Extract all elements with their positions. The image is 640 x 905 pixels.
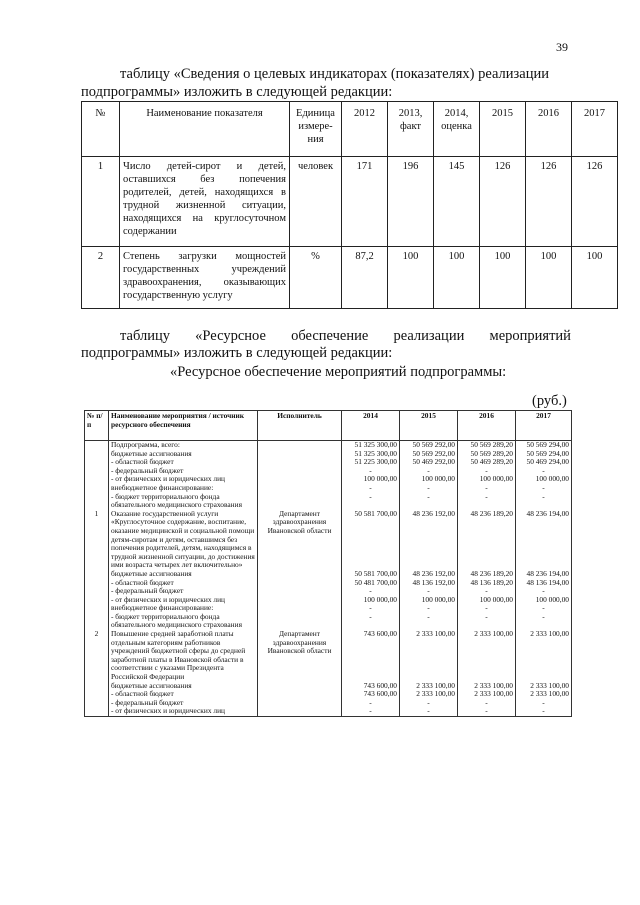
table1-header-row bbox=[82, 102, 618, 157]
amount-cell: 100 000,00 bbox=[458, 596, 516, 605]
amount-cell: - bbox=[400, 613, 458, 630]
executor bbox=[258, 613, 342, 630]
amount-cell: 100 000,00 bbox=[458, 475, 516, 484]
amount-cell: 51 325 300,00 bbox=[342, 450, 400, 459]
row-number bbox=[85, 707, 109, 716]
row-number bbox=[85, 613, 109, 630]
intro2-word: обеспечение bbox=[291, 328, 369, 344]
amount-cell: 50 469 292,00 bbox=[400, 458, 458, 467]
amount-cell: 2 333 100,00 bbox=[400, 690, 458, 699]
indicators-table bbox=[81, 101, 618, 309]
table2-row bbox=[85, 510, 572, 570]
amount-cell: - bbox=[400, 604, 458, 613]
intro-paragraph-line2: подпрограммы» изложить в следующей редакции: bbox=[81, 84, 393, 100]
amount-cell: - bbox=[342, 707, 400, 716]
executor bbox=[258, 467, 342, 476]
executor bbox=[258, 587, 342, 596]
table2-header-cell: Исполнитель bbox=[258, 411, 342, 441]
amount-cell: 100 000,00 bbox=[516, 475, 572, 484]
table2-header-cell: 2016 bbox=[458, 411, 516, 441]
row-number bbox=[85, 484, 109, 493]
row-number bbox=[85, 467, 109, 476]
measure-name: - бюджет территориального фонда обязательного медицинского страхования bbox=[109, 493, 258, 510]
table2-header-row bbox=[85, 411, 572, 441]
unit-cell: человек bbox=[290, 157, 342, 247]
amount-cell: 50 569 289,20 bbox=[458, 441, 516, 450]
executor: Департамент здравоохранения Ивановской области bbox=[258, 510, 342, 570]
resource-table-title: «Ресурсное обеспечение мероприятий подпрограммы: bbox=[170, 364, 507, 380]
value-cell: 100 bbox=[572, 247, 618, 309]
row-number: 2 bbox=[82, 247, 120, 309]
amount-cell: 100 000,00 bbox=[516, 596, 572, 605]
indicator-name: Степень загрузки мощностей государственных учреждений здравоохранения, оказывающих государственную услугу bbox=[120, 247, 290, 309]
table2-header-cell: 2014 bbox=[342, 411, 400, 441]
amount-cell: - bbox=[342, 604, 400, 613]
executor bbox=[258, 699, 342, 708]
amount-cell: - bbox=[458, 467, 516, 476]
row-number bbox=[85, 699, 109, 708]
table1-header-cell: 2016 bbox=[526, 102, 572, 157]
amount-cell: 2 333 100,00 bbox=[516, 690, 572, 699]
executor bbox=[258, 441, 342, 450]
amount-cell: - bbox=[400, 467, 458, 476]
table1-header-cell: 2017 bbox=[572, 102, 618, 157]
executor bbox=[258, 707, 342, 716]
row-number: 1 bbox=[82, 157, 120, 247]
measure-name: - федеральный бюджет bbox=[109, 587, 258, 596]
amount-cell: - bbox=[342, 699, 400, 708]
value-cell: 171 bbox=[342, 157, 388, 247]
amount-cell: 743 600,00 bbox=[342, 690, 400, 699]
intro2-word: мероприятий bbox=[489, 328, 571, 344]
row-number bbox=[85, 450, 109, 459]
executor bbox=[258, 604, 342, 613]
executor bbox=[258, 493, 342, 510]
value-cell: 100 bbox=[480, 247, 526, 309]
amount-cell: 2 333 100,00 bbox=[400, 630, 458, 682]
amount-cell: 48 136 194,00 bbox=[516, 579, 572, 588]
amount-cell: - bbox=[516, 613, 572, 630]
table1-row bbox=[82, 247, 618, 309]
table1-header-cell: 2012 bbox=[342, 102, 388, 157]
amount-cell: 50 569 294,00 bbox=[516, 450, 572, 459]
amount-cell: 50 469 294,00 bbox=[516, 458, 572, 467]
amount-cell: 2 333 100,00 bbox=[400, 682, 458, 691]
table1-header-cell: Единица измере-ния bbox=[290, 102, 342, 157]
table1-header-cell: 2015 bbox=[480, 102, 526, 157]
intro2-line2: подпрограммы» изложить в следующей редакции: bbox=[81, 345, 393, 361]
measure-name: бюджетные ассигнования bbox=[109, 570, 258, 579]
row-number bbox=[85, 690, 109, 699]
amount-cell: - bbox=[400, 587, 458, 596]
amount-cell: 2 333 100,00 bbox=[458, 682, 516, 691]
measure-name: - от физических и юридических лиц bbox=[109, 707, 258, 716]
measure-name: внебюджетное финансирование: bbox=[109, 604, 258, 613]
executor bbox=[258, 682, 342, 691]
amount-cell: - bbox=[516, 493, 572, 510]
row-number bbox=[85, 604, 109, 613]
amount-cell: - bbox=[458, 699, 516, 708]
table1-header-cell: 2014, оценка bbox=[434, 102, 480, 157]
row-number bbox=[85, 441, 109, 450]
amount-cell: - bbox=[516, 604, 572, 613]
amount-cell: - bbox=[458, 493, 516, 510]
measure-name: - федеральный бюджет bbox=[109, 699, 258, 708]
intro2-word: реализации bbox=[393, 328, 465, 344]
amount-cell: 50 569 289,20 bbox=[458, 450, 516, 459]
amount-cell: 100 000,00 bbox=[400, 475, 458, 484]
table2-row bbox=[85, 630, 572, 682]
unit-label: (руб.) bbox=[532, 393, 567, 409]
amount-cell: 100 000,00 bbox=[342, 596, 400, 605]
row-number bbox=[85, 493, 109, 510]
amount-cell: - bbox=[342, 467, 400, 476]
executor bbox=[258, 690, 342, 699]
executor: Департамент здравоохранения Ивановской области bbox=[258, 630, 342, 682]
amount-cell: - bbox=[516, 699, 572, 708]
measure-name: - от физических и юридических лиц bbox=[109, 596, 258, 605]
indicator-name: Число детей-сирот и детей, оставшихся без попечения родителей, детей, находящихся в трудной жизненной ситуации, находящихся на круглосуточном содержании bbox=[120, 157, 290, 247]
amount-cell: - bbox=[516, 484, 572, 493]
executor bbox=[258, 475, 342, 484]
measure-name: - областной бюджет bbox=[109, 690, 258, 699]
amount-cell: 48 236 192,00 bbox=[400, 510, 458, 570]
page-number: 39 bbox=[556, 40, 568, 54]
amount-cell: 48 136 192,00 bbox=[400, 579, 458, 588]
amount-cell: 48 136 189,20 bbox=[458, 579, 516, 588]
amount-cell: 48 236 192,00 bbox=[400, 570, 458, 579]
table2-header-cell: Наименование мероприятия / источник ресурсного обеспечения bbox=[109, 411, 258, 441]
executor bbox=[258, 484, 342, 493]
amount-cell: 743 600,00 bbox=[342, 630, 400, 682]
value-cell: 145 bbox=[434, 157, 480, 247]
executor bbox=[258, 458, 342, 467]
amount-cell: - bbox=[458, 484, 516, 493]
resource-table bbox=[84, 410, 572, 717]
value-cell: 126 bbox=[526, 157, 572, 247]
amount-cell: - bbox=[400, 707, 458, 716]
amount-cell: - bbox=[342, 493, 400, 510]
measure-name: - федеральный бюджет bbox=[109, 467, 258, 476]
unit-cell: % bbox=[290, 247, 342, 309]
measure-name: - бюджет территориального фонда обязательного медицинского страхования bbox=[109, 613, 258, 630]
row-number: 1 bbox=[85, 510, 109, 570]
table2-header-cell: 2017 bbox=[516, 411, 572, 441]
value-cell: 126 bbox=[480, 157, 526, 247]
amount-cell: 51 225 300,00 bbox=[342, 458, 400, 467]
row-number bbox=[85, 596, 109, 605]
amount-cell: 50 569 294,00 bbox=[516, 441, 572, 450]
intro2-line1 bbox=[120, 328, 571, 345]
amount-cell: 48 236 189,20 bbox=[458, 510, 516, 570]
amount-cell: 50 469 289,20 bbox=[458, 458, 516, 467]
measure-name: Повышение средней заработной платы отдельным категориям работников учреждений бюджетной сферы до средней заработной платы в Ивановской области в соответствии с указами Президента Российской Федерации bbox=[109, 630, 258, 682]
amount-cell: 2 333 100,00 bbox=[516, 682, 572, 691]
amount-cell: - bbox=[400, 484, 458, 493]
amount-cell: - bbox=[516, 467, 572, 476]
table1-header-cell: 2013, факт bbox=[388, 102, 434, 157]
amount-cell: 48 236 194,00 bbox=[516, 510, 572, 570]
table1-row bbox=[82, 157, 618, 247]
row-number bbox=[85, 475, 109, 484]
value-cell: 100 bbox=[526, 247, 572, 309]
amount-cell: - bbox=[458, 707, 516, 716]
measure-name: внебюджетное финансирование: bbox=[109, 484, 258, 493]
amount-cell: - bbox=[458, 613, 516, 630]
row-number bbox=[85, 458, 109, 467]
amount-cell: - bbox=[342, 484, 400, 493]
value-cell: 126 bbox=[572, 157, 618, 247]
amount-cell: 2 333 100,00 bbox=[458, 630, 516, 682]
amount-cell: 2 333 100,00 bbox=[458, 690, 516, 699]
table2-header-cell: № п/п bbox=[85, 411, 109, 441]
amount-cell: 100 000,00 bbox=[342, 475, 400, 484]
amount-cell: 50 569 292,00 bbox=[400, 450, 458, 459]
amount-cell: 743 600,00 bbox=[342, 682, 400, 691]
amount-cell: 100 000,00 bbox=[400, 596, 458, 605]
value-cell: 196 bbox=[388, 157, 434, 247]
intro2-word: таблицу bbox=[120, 328, 170, 344]
amount-cell: - bbox=[342, 613, 400, 630]
table2-header-cell: 2015 bbox=[400, 411, 458, 441]
measure-name: - от физических и юридических лиц bbox=[109, 475, 258, 484]
executor bbox=[258, 450, 342, 459]
value-cell: 100 bbox=[388, 247, 434, 309]
measure-name: - областной бюджет bbox=[109, 579, 258, 588]
amount-cell: - bbox=[400, 493, 458, 510]
measure-name: бюджетные ассигнования bbox=[109, 450, 258, 459]
intro2-word: «Ресурсное bbox=[195, 328, 266, 344]
measure-name: Оказание государственной услуги «Круглосуточное содержание, воспитание, оказание медицинской и социальной помощи детям-сиротам и детям, оставшимся без попечения родителей, детям, находящимся в трудной жизненной ситуации, до достижения ими возраста четырех лет включительно» bbox=[109, 510, 258, 570]
amount-cell: - bbox=[342, 587, 400, 596]
table2-row bbox=[85, 493, 572, 510]
value-cell: 87,2 bbox=[342, 247, 388, 309]
value-cell: 100 bbox=[434, 247, 480, 309]
measure-name: Подпрограмма, всего: bbox=[109, 441, 258, 450]
amount-cell: - bbox=[516, 587, 572, 596]
executor bbox=[258, 570, 342, 579]
row-number bbox=[85, 579, 109, 588]
amount-cell: 50 569 292,00 bbox=[400, 441, 458, 450]
amount-cell: - bbox=[516, 707, 572, 716]
amount-cell: 2 333 100,00 bbox=[516, 630, 572, 682]
row-number: 2 bbox=[85, 630, 109, 682]
table1-header-cell: № bbox=[82, 102, 120, 157]
amount-cell: 51 325 300,00 bbox=[342, 441, 400, 450]
measure-name: - областной бюджет bbox=[109, 458, 258, 467]
amount-cell: - bbox=[458, 604, 516, 613]
amount-cell: 50 481 700,00 bbox=[342, 579, 400, 588]
amount-cell: 48 236 194,00 bbox=[516, 570, 572, 579]
row-number bbox=[85, 587, 109, 596]
row-number bbox=[85, 570, 109, 579]
table2-row bbox=[85, 613, 572, 630]
amount-cell: 48 236 189,20 bbox=[458, 570, 516, 579]
table1-header-cell: Наименование показателя bbox=[120, 102, 290, 157]
amount-cell: 50 581 700,00 bbox=[342, 510, 400, 570]
row-number bbox=[85, 682, 109, 691]
executor bbox=[258, 579, 342, 588]
table2-row bbox=[85, 707, 572, 716]
amount-cell: - bbox=[458, 587, 516, 596]
intro-paragraph-line1: таблицу «Сведения о целевых индикаторах (показателях) реализации bbox=[120, 66, 549, 82]
amount-cell: 50 581 700,00 bbox=[342, 570, 400, 579]
executor bbox=[258, 596, 342, 605]
measure-name: бюджетные ассигнования bbox=[109, 682, 258, 691]
amount-cell: - bbox=[400, 699, 458, 708]
